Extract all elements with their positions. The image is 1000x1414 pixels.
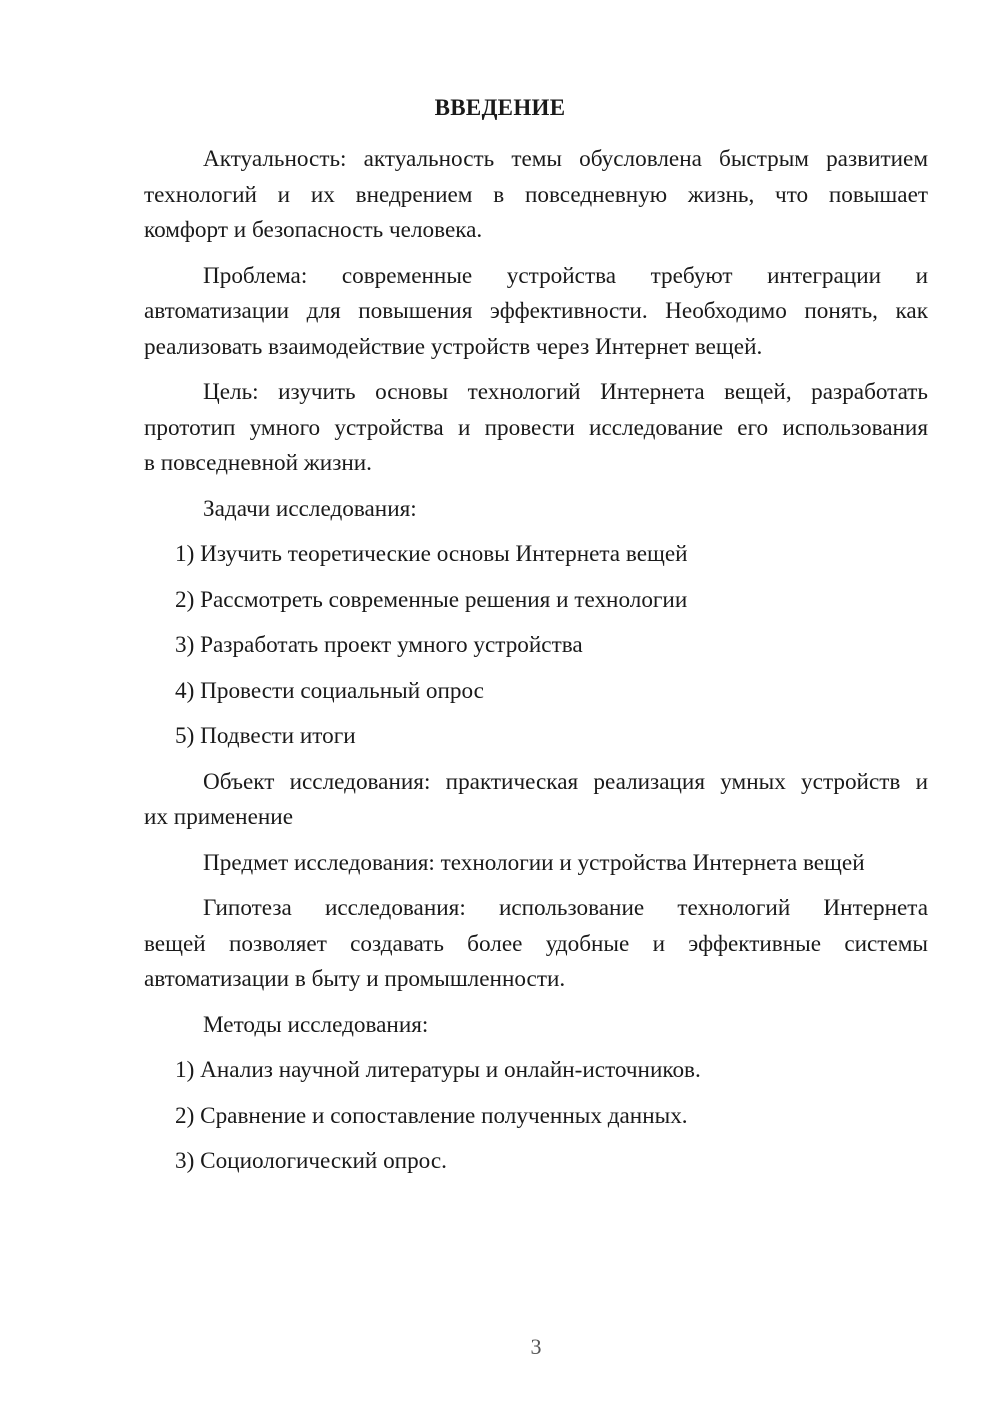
tasks-title: Задачи исследования: xyxy=(203,495,417,522)
tasks-list-item: 2) Рассмотреть современные решения и технологии xyxy=(175,586,688,613)
relevance-line-2: технологий и их внедрением в повседневную жизнь, что повышает xyxy=(144,181,928,208)
methods-list-item: 3) Социологический опрос. xyxy=(175,1148,447,1174)
hypothesis-line-2: вещей позволяет создавать более удобные и эффективные системы xyxy=(144,930,928,957)
page-content xyxy=(144,142,928,1190)
object-line-1: Объект исследования: практическая реализация умных устройств и xyxy=(203,768,928,795)
object-paragraph xyxy=(144,765,928,836)
methods-list-item: 1) Анализ научной литературы и онлайн-источников. xyxy=(175,1057,701,1083)
methods-list-item: 2) Сравнение и сопоставление полученных данных. xyxy=(175,1102,688,1129)
page-number: 3 xyxy=(530,1334,542,1359)
tasks-list-item: 3) Разработать проект умного устройства xyxy=(175,632,583,658)
problem-paragraph xyxy=(144,259,928,366)
goal-line-3: в повседневной жизни. xyxy=(144,450,372,476)
page-title: ВВЕДЕНИЕ xyxy=(434,95,566,120)
subject-paragraph: Предмет исследования: технологии и устройства Интернета вещей xyxy=(203,849,865,876)
tasks-list-item: 4) Провести социальный опрос xyxy=(175,677,484,704)
problem-line-2: автоматизации для повышения эффективности. Необходимо понять, как xyxy=(144,298,928,324)
hypothesis-line-1: Гипотеза исследования: использование технологий Интернета xyxy=(203,895,928,921)
tasks-list-item: 5) Подвести итоги xyxy=(175,723,356,749)
relevance-line-1: Актуальность: актуальность темы обусловлена быстрым развитием xyxy=(203,146,928,172)
relevance-paragraph xyxy=(144,142,928,249)
goal-line-2: прототип умного устройства и провести исследование его использования xyxy=(144,414,928,441)
relevance-line-3: комфорт и безопасность человека. xyxy=(144,217,483,243)
tasks-list-item: 1) Изучить теоретические основы Интернета вещей xyxy=(175,541,688,567)
methods-title: Методы исследования: xyxy=(203,1011,429,1038)
goal-paragraph xyxy=(144,375,928,482)
goal-line-1: Цель: изучить основы технологий Интернета вещей, разработать xyxy=(203,379,928,405)
problem-line-3: реализовать взаимодействие устройств через Интернет вещей. xyxy=(144,333,763,360)
hypothesis-paragraph xyxy=(144,891,928,998)
problem-line-1: Проблема: современные устройства требуют интеграции и xyxy=(203,262,928,289)
object-line-2: их применение xyxy=(144,804,293,830)
hypothesis-line-3: автоматизации в быту и промышленности. xyxy=(144,966,566,992)
